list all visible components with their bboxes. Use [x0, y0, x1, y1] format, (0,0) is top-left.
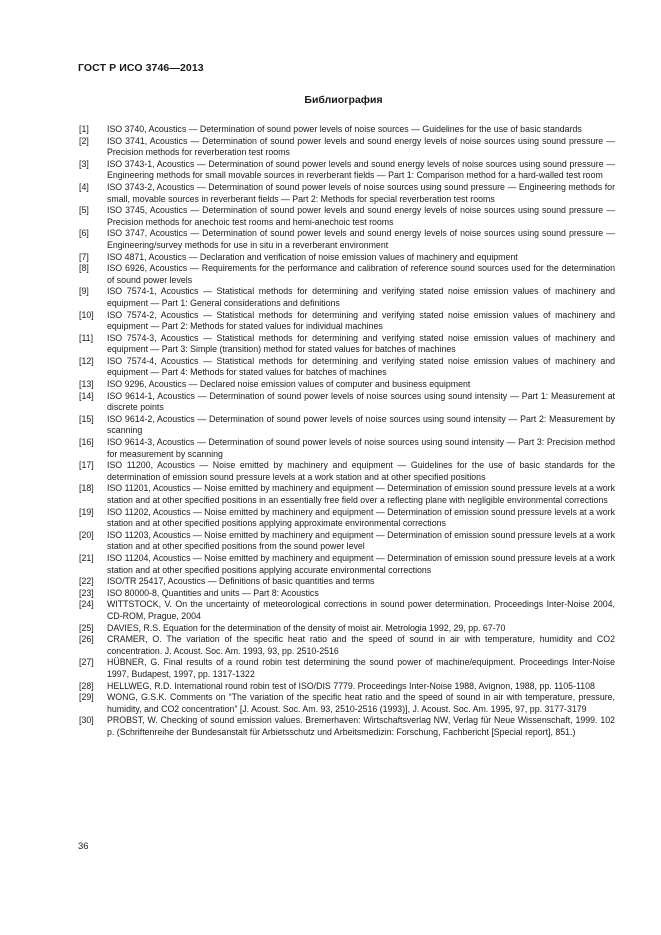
bibliography-entry: [79, 634, 615, 657]
entry-text: CRAMER, O. The variation of the specific heat ratio and the speed of sound in air with temperature, humidity and CO2 concentration. J. Acoust. Soc. Am. 1993, 93, pp. 2510-2516: [107, 634, 615, 656]
entry-text: ISO 9614-2, Acoustics — Determination of sound power levels of noise sources using sound intensity — Part 2: Measurement by scanning: [107, 413, 615, 436]
entry-number: [18]: [79, 483, 94, 494]
entry-text: ISO 9614-3, Acoustics — Determination of sound power levels of noise sources using sound intensity — Part 3: Precision method for measurement by scanning: [107, 437, 615, 459]
bibliography-entry: [79, 414, 615, 437]
entry-text: ISO 6926, Acoustics — Requirements for the performance and calibration of reference sound sources used for the determination of sound power levels: [107, 263, 615, 285]
entry-text: WONG, G.S.K. Comments on “The variation of the specific heat ratio and the speed of sound in air with temperature, pressure, humidity, and CO2 concentration” [J. Acoust. Soc. Am. 93, 2510-2516 (1993)], J. Acoust. Soc. Am. 1995, 97, pp. 3177-3179: [107, 692, 615, 714]
bibliography-entry: [79, 136, 615, 159]
entry-number: [26]: [79, 634, 94, 645]
bibliography-entry: [79, 182, 615, 205]
bibliography-entry: [79, 124, 615, 136]
entry-text: DAVIES, R.S. Equation for the determination of the density of moist air. Metrologia 1992, 29, pp. 67-70: [107, 622, 506, 633]
entry-text: WITTSTOCK, V. On the uncertainty of meteorological corrections in sound power determination. Proceedings Inter-Noise 2004, CD-ROM, Prague, 2004: [107, 599, 615, 621]
bibliography-entry: [79, 530, 615, 553]
entry-text: PROBST, W. Checking of sound emission values. Bremerhaven: Wirtschaftsverlag NW, Verlag für Neue Wissenschaft, 1999. 102 p. (Schriftenreihe der Bundesanstalt für Arbietsschutz und Arbeitsmedizin: Forschung, Fachbericht [Special report], 851.): [107, 715, 615, 737]
entry-number: [19]: [79, 506, 94, 517]
entry-text: ISO 7574-1, Acoustics — Statistical methods for determining and verifying stated noise emission values of machinery and equipment — Part 1: General considerations and definitions: [107, 286, 615, 308]
entry-number: [12]: [79, 355, 94, 366]
entry-number: [9]: [79, 286, 89, 297]
entry-text: ISO 11201, Acoustics — Noise emitted by machinery and equipment — Determination of emission sound pressure levels at a work station and at other specified positions in an essentially free field over a reflecting plane with negligible environmental corrections: [107, 483, 615, 505]
entry-number: [30]: [79, 715, 94, 726]
bibliography-entry: [79, 483, 615, 506]
entry-number: [27]: [79, 657, 94, 668]
entry-text: ISO 9296, Acoustics — Declared noise emission values of computer and business equipment: [107, 379, 471, 390]
entry-number: [20]: [79, 529, 94, 540]
entry-text: ISO 3740, Acoustics — Determination of sound power levels of noise sources — Guidelines for the use of basic standards: [107, 124, 582, 134]
entry-text: ISO 7574-3, Acoustics — Statistical methods for determining and verifying stated noise emission values of machinery and equipment — Part 3: Simple (transition) method for stated values for batches of machines: [107, 332, 615, 355]
entry-number: [13]: [79, 379, 94, 390]
bibliography-entry: [79, 286, 615, 309]
entry-number: [22]: [79, 576, 94, 587]
bibliography-entry: [79, 205, 615, 228]
entry-number: [21]: [79, 552, 94, 563]
entry-text: ISO 7574-4, Acoustics — Statistical methods for determining and verifying stated noise emission values of machinery and equipment — Part 4: Methods for stated values for batches of machines: [107, 355, 615, 378]
entry-text: ISO 11203, Acoustics — Noise emitted by machinery and equipment — Determination of emission sound pressure levels at a work station and at other specified positions from the sound power level: [107, 529, 615, 552]
bibliography-entry: [79, 657, 615, 680]
entry-number: [16]: [79, 437, 94, 448]
bibliography-entry: [79, 252, 615, 264]
entry-number: [5]: [79, 205, 89, 216]
document-header: ГОСТ Р ИСО 3746—2013: [78, 62, 204, 74]
bibliography-entry: [79, 228, 615, 251]
bibliography-entry: [79, 692, 615, 715]
entry-text: ISO 11202, Acoustics — Noise emitted by machinery and equipment — Determination of emission sound pressure levels at a work station and at other specified positions applying approximate environmental corrections: [107, 506, 615, 529]
entry-number: [24]: [79, 599, 94, 610]
entry-number: [4]: [79, 181, 89, 192]
entry-number: [28]: [79, 680, 94, 691]
entry-number: [6]: [79, 228, 89, 239]
bibliography-entry: [79, 681, 615, 693]
entry-number: [23]: [79, 587, 94, 598]
section-title: Библиография: [304, 94, 383, 106]
bibliography-entry: [79, 599, 615, 622]
entry-text: ISO/TR 25417, Acoustics — Definitions of basic quantities and terms: [107, 576, 375, 587]
entry-number: [25]: [79, 622, 94, 633]
bibliography-entry: [79, 356, 615, 379]
bibliography-entry: [79, 263, 615, 286]
entry-text: ISO 3741, Acoustics — Determination of sound power levels and sound energy levels of noise sources using sound pressure — Precision methods for reverberation test rooms: [107, 135, 615, 158]
bibliography-entry: [79, 507, 615, 530]
bibliography-entry: [79, 623, 615, 635]
bibliography-list: [79, 124, 615, 738]
entry-number: [1]: [79, 124, 89, 134]
bibliography-entry: [79, 588, 615, 600]
entry-text: ISO 3743-2, Acoustics — Determination of sound power levels of noise sources using sound pressure — Engineering methods for small, movable sources in reverberant fields — Part 2: Methods for special reverberation test rooms: [107, 181, 615, 204]
entry-number: [7]: [79, 251, 89, 262]
entry-number: [8]: [79, 263, 89, 274]
bibliography-entry: [79, 391, 615, 414]
entry-text: ISO 3743-1, Acoustics — Determination of sound power levels and sound energy levels of noise sources using sound pressure — Engineering methods for small movable sources in reverberant fields — Part 1: Comparison method for a hard-walled test room: [107, 158, 615, 181]
bibliography-entry: [79, 437, 615, 460]
entry-number: [17]: [79, 460, 94, 471]
bibliography-entry: [79, 715, 615, 738]
entry-text: ISO 9614-1, Acoustics — Determination of sound power levels of noise sources using sound intensity — Part 1: Measurement at discrete points: [107, 390, 615, 413]
entry-text: ISO 11204, Acoustics — Noise emitted by machinery and equipment — Determination of emission sound pressure levels at a work station and at other specified positions applying accurate environmental corrections: [107, 552, 615, 575]
bibliography-entry: [79, 333, 615, 356]
bibliography-entry: [79, 379, 615, 391]
entry-text: ISO 4871, Acoustics — Declaration and verification of noise emission values of machinery and equipment: [107, 251, 518, 262]
entry-text: HELLWEG, R.D. International round robin test of ISO/DIS 7779. Proceedings Inter-Noise 1988, Avignon, 1988, pp. 1105-1108: [107, 680, 595, 691]
entry-number: [11]: [79, 332, 94, 343]
bibliography-entry: [79, 576, 615, 588]
entry-number: [15]: [79, 413, 94, 424]
entry-text: ISO 3747, Acoustics — Determination of sound power levels and sound energy levels of noise sources using sound pressure — Engineering/survey methods for use in situ in a reverberant environment: [107, 228, 615, 250]
entry-text: ISO 11200, Acoustics — Noise emitted by machinery and equipment — Guidelines for the use of basic standards for the determination of emission sound pressure levels at a work station and at other specified positions: [107, 460, 615, 482]
bibliography-entry: [79, 553, 615, 576]
entry-text: ISO 7574-2, Acoustics — Statistical methods for determining and verifying stated noise emission values of machinery and equipment — Part 2: Methods for stated values for individual machines: [107, 309, 615, 332]
entry-number: [10]: [79, 309, 94, 320]
entry-number: [2]: [79, 135, 89, 146]
bibliography-entry: [79, 310, 615, 333]
entry-number: [14]: [79, 390, 94, 401]
entry-text: ISO 80000-8, Quantities and units — Part 8: Acoustics: [107, 587, 319, 598]
entry-number: [3]: [79, 158, 89, 169]
bibliography-entry: [79, 460, 615, 483]
entry-text: ISO 3745, Acoustics — Determination of sound power levels and sound energy levels of noise sources using sound pressure — Precision methods for anechoic test rooms and hemi-anechoic test rooms: [107, 205, 615, 227]
entry-number: [29]: [79, 692, 94, 703]
page-number: 36: [78, 841, 89, 852]
entry-text: HÜBNER, G. Final results of a round robin test determining the sound power of machine/equipment. Proceedings Inter-Noise 1997, Budapest, 1997, pp. 1317-1322: [107, 657, 615, 679]
bibliography-entry: [79, 159, 615, 182]
